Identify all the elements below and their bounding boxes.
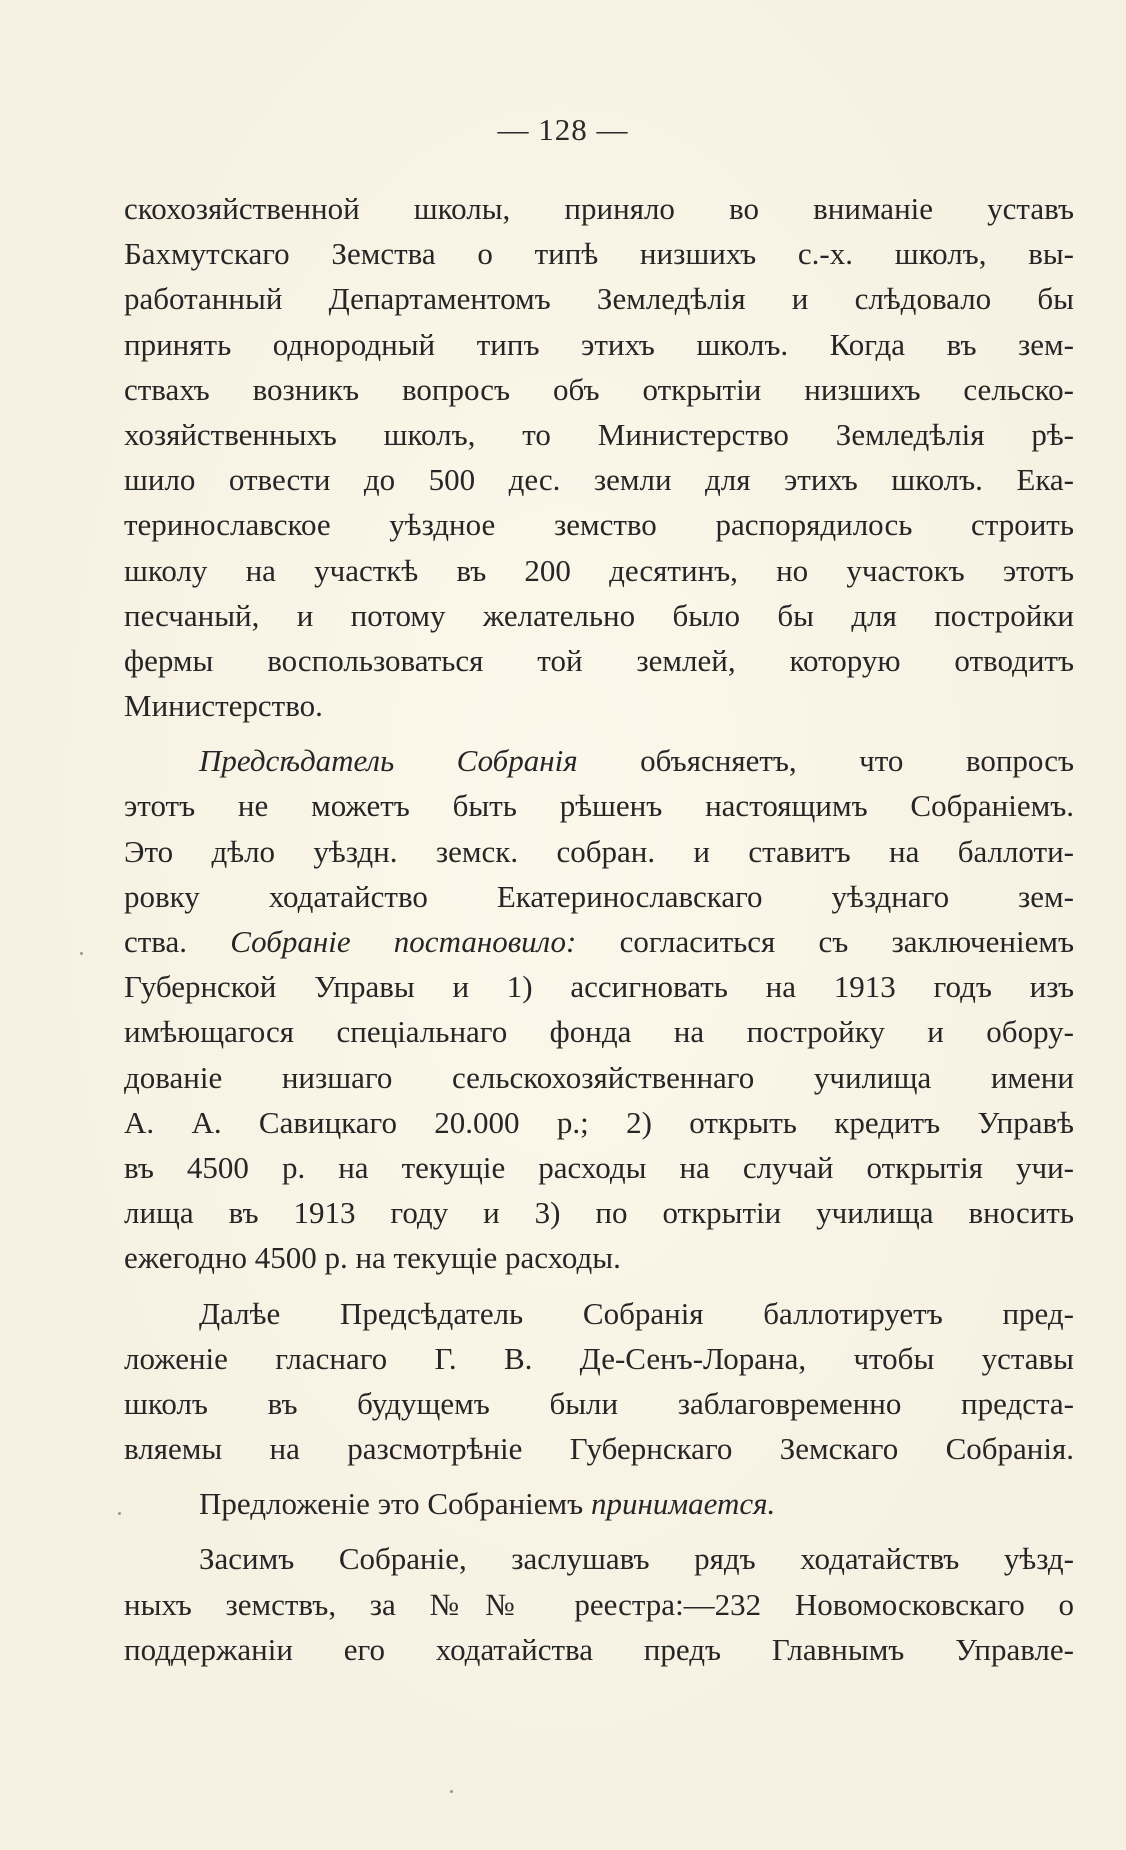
text-line: имѣющагося спеціальнаго фонда на постройку и обору-: [124, 1014, 1074, 1050]
text-line: скохозяйственной школы, приняло во вниманіе уставъ: [124, 191, 1074, 226]
text-line: вляемы на разсмотрѣніе Губернскаго Земскаго Собранія.: [124, 1431, 1074, 1467]
text-line: Бахмутскаго Земства о типѣ низшихъ с.-х. школъ, вы-: [124, 236, 1074, 272]
text-line: принять однородный типъ этихъ школъ. Когда въ зем-: [124, 326, 1074, 362]
text-line: этотъ не можетъ быть рѣшенъ настоящимъ Собраніемъ.: [124, 788, 1074, 824]
paragraph-3: [124, 1291, 1074, 1472]
text-line: хозяйственныхъ школъ, то Министерство Земледѣлія рѣ-: [124, 416, 1074, 452]
text-line: въ 4500 р. на текущіе расходы на случай открытія учи-: [124, 1149, 1074, 1185]
text-line: А. А. Савицкаго 20.000 р.; 2) открыть кредитъ Управѣ: [124, 1104, 1074, 1140]
text-line: ныхъ земствъ, за №№ реестра:—232 Новомосковскаго о: [124, 1586, 1074, 1622]
text-line: Засимъ Собраніе, заслушавъ рядъ ходатайствъ уѣзд-: [199, 1541, 1074, 1577]
text-line: [124, 1481, 1074, 1526]
paragraph-2: [124, 738, 1074, 1280]
text-line: Губернской Управы и 1) ассигновать на 1913 годъ изъ: [124, 969, 1074, 1005]
text-line: дованіе низшаго сельскохозяйственнаго училища имени: [124, 1059, 1074, 1095]
text-line: Далѣе Предсѣдатель Собранія баллотируетъ пред-: [199, 1295, 1074, 1331]
text-line: работанный Департаментомъ Земледѣлія и слѣдовало бы: [124, 281, 1074, 317]
text-line: поддержаніи его ходатайства предъ Главнымъ Управле-: [124, 1631, 1074, 1667]
paper-speck: [80, 952, 83, 955]
text-line: ствахъ возникъ вопросъ объ открытіи низшихъ сельско-: [124, 371, 1074, 407]
text-line: [124, 738, 1074, 783]
resolution-italic: Собраніе постановило:: [230, 924, 577, 959]
text-line: [124, 919, 1074, 964]
text-line: Это дѣло уѣздн. земск. собран. и ставитъ на баллоти-: [124, 833, 1074, 869]
text-span: Предложеніе это Собраніемъ: [199, 1486, 591, 1522]
text-line: теринославское уѣздное земство распорядилось строить: [124, 507, 1074, 543]
text-line: школъ въ будущемъ были заблаговременно предста-: [124, 1385, 1074, 1421]
text-line: фермы воспользоваться той землей, которую отводитъ: [124, 642, 1074, 678]
paragraph-1: [124, 186, 1074, 728]
chairman-italic: Предсѣдатель Собранія: [199, 743, 578, 779]
text-span: согласиться съ заключеніемъ: [576, 924, 1074, 959]
paragraph-5: [124, 1536, 1074, 1672]
body-text: [124, 186, 1074, 1672]
text-line: шило отвести до 500 дес. земли для этихъ школъ. Ека-: [124, 462, 1074, 498]
text-line: ложеніе гласнаго Г. В. Де-Сенъ-Лорана, чтобы уставы: [124, 1340, 1074, 1376]
text-line: песчаный, и потому желательно было бы для постройки: [124, 597, 1074, 633]
text-line: школу на участкѣ въ 200 десятинъ, но участокъ этотъ: [124, 552, 1074, 588]
text-line: ровку ходатайство Екатеринославскаго уѣзднаго зем-: [124, 878, 1074, 914]
paper-speck: [118, 1512, 121, 1515]
text-line: Министерство.: [124, 688, 323, 724]
text-line: лища въ 1913 году и 3) по открытіи училища вносить: [124, 1195, 1074, 1231]
text-span: ства.: [124, 924, 231, 959]
page-number: — 128 —: [497, 112, 629, 147]
accepted-italic: принимается.: [590, 1486, 776, 1522]
paragraph-4: [124, 1481, 1074, 1526]
paper-speck: [450, 1790, 453, 1793]
text-line: ежегодно 4500 р. на текущіе расходы.: [124, 1240, 621, 1276]
text-span: объясняетъ, что вопросъ: [577, 743, 1074, 779]
